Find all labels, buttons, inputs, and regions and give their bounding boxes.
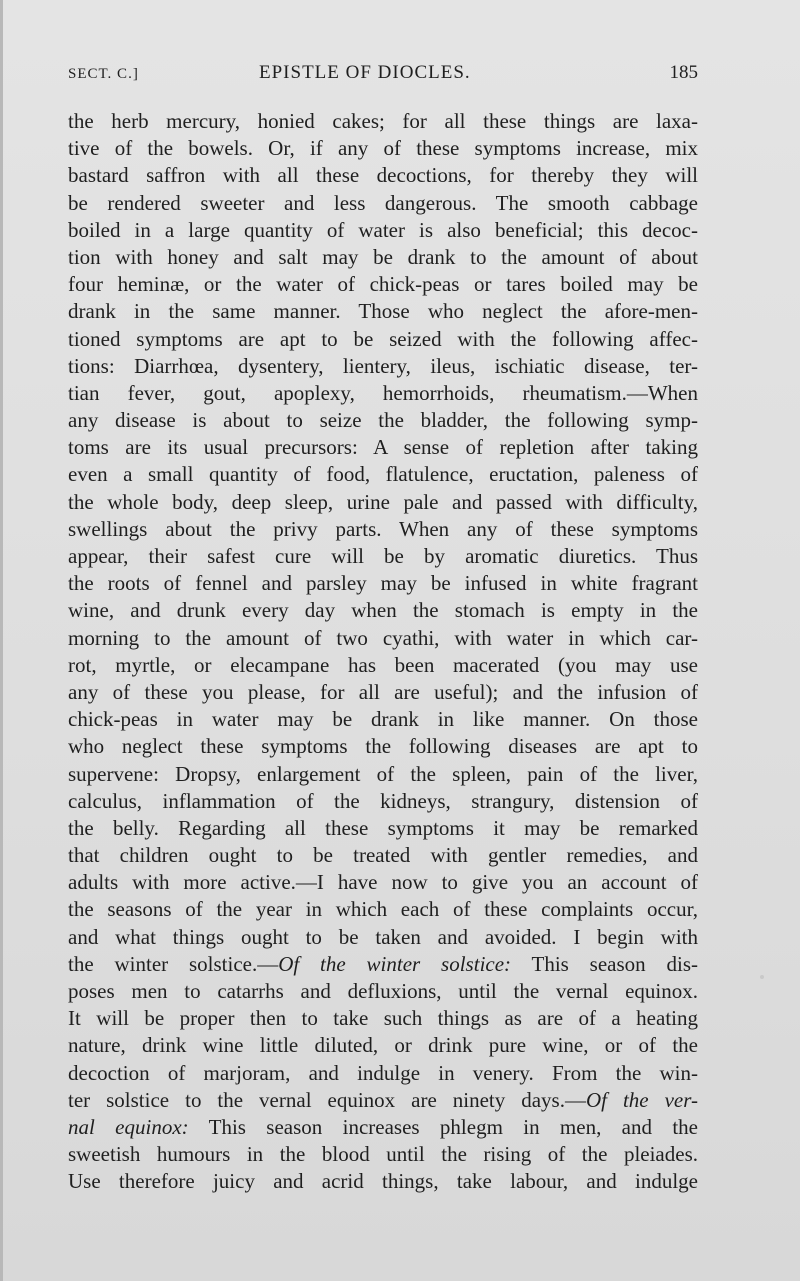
text-line: sweetish humours in the blood until the rising of the pleiades. bbox=[68, 1142, 698, 1167]
text-line: that children ought to be treated with gentler remedies, and bbox=[68, 843, 698, 868]
running-title: EPISTLE OF DIOCLES. bbox=[259, 62, 471, 83]
text-line: poses men to catarrhs and defluxions, until the vernal equinox. bbox=[68, 979, 698, 1003]
text-line: the whole body, deep sleep, urine pale and passed with difficulty, bbox=[68, 489, 698, 514]
text-segment: ter solstice to the vernal equinox are ninety days.— bbox=[68, 1087, 586, 1112]
text-line: any of these you please, for all are useful); and the infusion of bbox=[68, 679, 698, 704]
text-line: four heminæ, or the water of chick-peas or tares boiled may be bbox=[68, 272, 698, 297]
body-text bbox=[68, 108, 698, 1196]
text-line: the herb mercury, honied cakes; for all these things are laxa- bbox=[68, 109, 698, 133]
running-header bbox=[68, 62, 698, 92]
text-line: any disease is about to seize the bladder, the following symp- bbox=[68, 408, 698, 433]
text-line: boiled in a large quantity of water is also beneficial; this decoc- bbox=[68, 217, 698, 242]
text-line: supervene: Dropsy, enlargement of the spleen, pain of the liver, bbox=[68, 761, 698, 786]
italic-heading-vernal-equinox-start: Of the ver- bbox=[585, 1087, 698, 1112]
section-label: SECT. C.] bbox=[68, 66, 139, 82]
text-line: tions: Diarrhœa, dysentery, lientery, ileus, ischiatic disease, ter- bbox=[68, 353, 698, 378]
text-line-mixed bbox=[68, 1087, 698, 1114]
text-line: even a small quantity of food, flatulence, eructation, paleness of bbox=[68, 462, 698, 487]
italic-heading-vernal-equinox-end: nal equinox: bbox=[68, 1114, 189, 1139]
text-line-mixed bbox=[68, 1114, 698, 1141]
text-line: who neglect these symptoms the following diseases are apt to bbox=[68, 734, 698, 759]
text-segment: This season increases phlegm in men, and the bbox=[188, 1114, 698, 1139]
text-segment: the winter solstice.— bbox=[68, 951, 279, 976]
text-line: bastard saffron with all these decoctions, for thereby they will bbox=[68, 163, 698, 188]
text-line: morning to the amount of two cyathi, with water in which car- bbox=[68, 625, 698, 650]
text-line: decoction of marjoram, and indulge in venery. From the win- bbox=[68, 1060, 698, 1085]
text-segment: This season dis- bbox=[511, 951, 698, 976]
text-line: be rendered sweeter and less dangerous. The smooth cabbage bbox=[68, 190, 698, 215]
text-line: appear, their safest cure will be by aromatic diuretics. Thus bbox=[68, 544, 698, 568]
text-line-mixed bbox=[68, 951, 698, 978]
text-line: the belly. Regarding all these symptoms it may be remarked bbox=[68, 815, 698, 840]
page-edge-shadow bbox=[0, 0, 3, 1281]
text-line: swellings about the privy parts. When any of these symptoms bbox=[68, 516, 698, 541]
text-line: tion with honey and salt may be drank to the amount of about bbox=[68, 244, 698, 269]
text-line: the roots of fennel and parsley may be infused in white fragrant bbox=[68, 571, 698, 596]
text-line: wine, and drunk every day when the stomach is empty in the bbox=[68, 598, 698, 623]
italic-heading-winter-solstice: Of the winter solstice: bbox=[278, 951, 512, 976]
text-line: toms are its usual precursors: A sense of repletion after taking bbox=[68, 435, 698, 460]
text-line: adults with more active.—I have now to give you an account of bbox=[68, 870, 698, 895]
text-line: nature, drink wine little diluted, or drink pure wine, or of the bbox=[68, 1033, 698, 1058]
text-line: tian fever, gout, apoplexy, hemorrhoids, rheumatism.—When bbox=[68, 380, 698, 405]
text-line: chick-peas in water may be drank in like manner. On those bbox=[68, 707, 698, 732]
page-number: 185 bbox=[669, 62, 698, 83]
text-line: calculus, inflammation of the kidneys, strangury, distension of bbox=[68, 788, 698, 813]
text-line: tioned symptoms are apt to be seized with the following affec- bbox=[68, 326, 698, 351]
text-line: tive of the bowels. Or, if any of these symptoms increase, mix bbox=[68, 136, 698, 161]
text-line: drank in the same manner. Those who neglect the afore-men- bbox=[68, 299, 698, 324]
text-line: rot, myrtle, or elecampane has been macerated (you may use bbox=[68, 652, 698, 677]
paper-speck bbox=[760, 975, 764, 979]
text-line: and what things ought to be taken and avoided. I begin with bbox=[68, 924, 698, 949]
text-line: the seasons of the year in which each of these complaints occur, bbox=[68, 897, 698, 922]
text-line: Use therefore juicy and acrid things, take labour, and indulge bbox=[68, 1169, 698, 1194]
text-line: It will be proper then to take such things as are of a heating bbox=[68, 1006, 698, 1031]
